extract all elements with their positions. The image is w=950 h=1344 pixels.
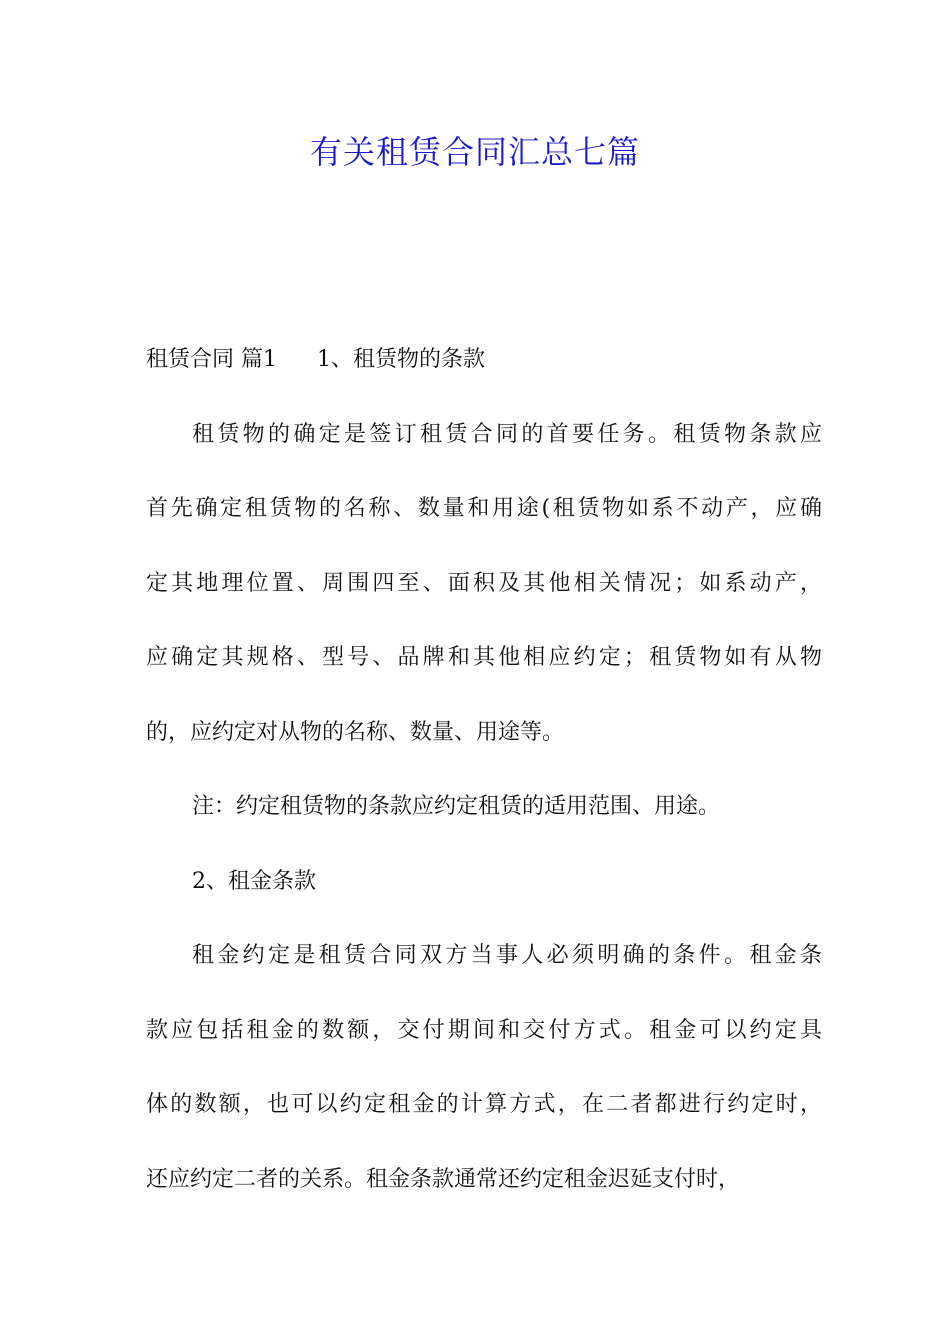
document-body xyxy=(146,338,822,1232)
section-label: 租赁合同 篇1 xyxy=(146,347,277,372)
paragraph-line: 租赁物的确定是签订租赁合同的首要任务。租赁物条款应 xyxy=(192,421,822,447)
paragraph-line: 还应约定二者的关系。租金条款通常还约定租金迟延支付时， xyxy=(146,1166,741,1192)
paragraph-line: 应确定其规格、型号、品牌和其他相应约定；租赁物如有从物 xyxy=(146,645,822,670)
paragraph-line: 款应包括租金的数额，交付期间和交付方式。租金可以约定具 xyxy=(146,1017,822,1043)
document-title: 有关租赁合同汇总七篇 xyxy=(309,133,640,171)
note-line: 注：约定租赁物的条款应约定租赁的适用范围、用途。 xyxy=(192,794,721,819)
clause-heading: 2、租金条款 xyxy=(192,868,316,894)
paragraph-line: 租金约定是租赁合同双方当事人必须明确的条件。租金条 xyxy=(192,943,822,968)
heading-line xyxy=(146,338,822,413)
paragraph-line: 体的数额，也可以约定租金的计算方式，在二者都进行约定时， xyxy=(146,1092,822,1117)
paragraph-line: 定其地理位置、周围四至、面积及其他相关情况；如系动产， xyxy=(146,570,822,596)
clause-heading: 1、租赁物的条款 xyxy=(317,347,485,372)
paragraph-line: 的，应约定对从物的名称、数量、用途等。 xyxy=(146,719,565,745)
paragraph-line: 首先确定租赁物的名称、数量和用途(租赁物如系不动产，应确 xyxy=(146,496,822,521)
